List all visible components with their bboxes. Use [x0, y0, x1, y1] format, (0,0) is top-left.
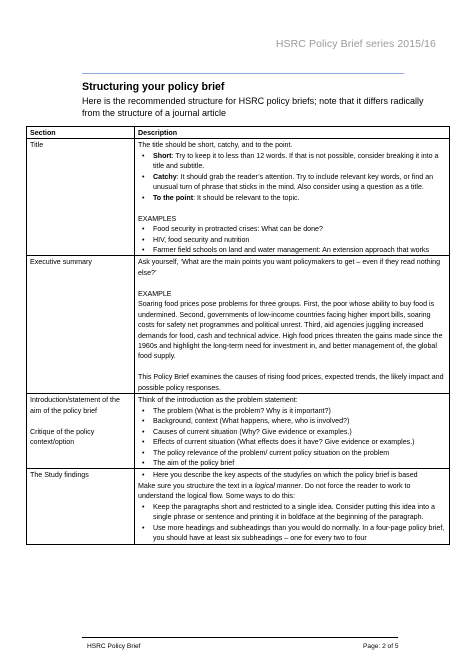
section-cell-executive-summary: Executive summary — [27, 256, 135, 394]
exec-question: Ask yourself, ‘What are the main points you want policymakers to get – even if they read nothing else?’ — [138, 258, 441, 277]
column-header-description: Description — [135, 127, 450, 139]
list-item: • Catchy: It should grab the reader’s attention. Try to include relevant key words, or find an unusual turn of phrase that sticks in the mind. Also consider using a question as a title. — [138, 172, 446, 193]
table-row-executive-summary — [27, 256, 450, 394]
footer-title: HSRC Policy Brief — [87, 643, 141, 650]
page-title: Structuring your policy brief — [82, 81, 225, 93]
description-cell-title — [135, 139, 450, 256]
logical-manner-sentence: Make sure you structure the text in a logical manner. Do not force the reader to work to understand the logical flow. Some ways to do this: — [138, 481, 411, 501]
list-item: • The problem (What is the problem? Why is it important?) — [138, 406, 446, 416]
title-examples-list — [138, 224, 446, 255]
section-cell-introduction — [27, 394, 135, 469]
title-criteria-list — [138, 151, 446, 203]
list-item: • Short: Try to keep it to less than 12 words. If that is not possible, consider breaking it into a title and subtitle. — [138, 151, 446, 172]
list-item: • Causes of current situation (Why? Give evidence or examples.) — [138, 427, 446, 437]
problem-statement-list — [138, 406, 446, 469]
description-cell-study-findings — [135, 469, 450, 544]
section-label-introduction: Introduction/statement of the aim of the policy brief — [30, 396, 120, 415]
page-number: Page: 2 of 5 — [363, 643, 399, 650]
intro-lead: Think of the introduction as the problem statement: — [138, 396, 298, 405]
list-item: • The policy relevance of the problem/ current policy situation on the problem — [138, 448, 446, 458]
list-item: • Effects of current situation (What effects does it have? Give evidence or examples.) — [138, 437, 446, 447]
header-rule — [82, 73, 404, 74]
section-label-critique: Critique of the policy context/option — [30, 427, 95, 447]
list-item: • Farmer field schools on land and water management: An extension approach that works — [138, 245, 446, 255]
section-cell-title: Title — [27, 139, 135, 256]
footer-rule — [82, 637, 398, 638]
list-item: • Keep the paragraphs short and restricted to a single idea. Consider putting this idea into a single phrase or sentence and printing it in boldface at the beginning of the paragraph. — [138, 502, 446, 523]
table-header-row — [27, 127, 450, 139]
table-row-title — [27, 139, 450, 256]
table-row-introduction — [27, 394, 450, 469]
list-item: • Use more headings and subheadings than you would do normally. In a four-page policy brief, you should have at least six subheadings – one for every two to four — [138, 523, 446, 544]
list-item: • To the point: It should be relevant to the topic. — [138, 193, 446, 203]
description-cell-executive-summary — [135, 256, 450, 394]
column-header-section: Section — [27, 127, 135, 139]
list-item: • Background, context (What happens, where, who is involved?) — [138, 416, 446, 426]
structure-table — [26, 126, 450, 545]
exec-closing: This Policy Brief examines the causes of rising food prices, expected trends, the likely impact and possible policy responses. — [138, 373, 444, 392]
list-item: • The aim of the policy brief — [138, 458, 446, 468]
header-series-label: HSRC Policy Brief series 2015/16 — [275, 38, 436, 50]
section-cell-study-findings: The Study findings — [27, 469, 135, 544]
study-intro-list — [138, 470, 446, 480]
list-item: • HIV, food security and nutrition — [138, 235, 446, 245]
list-item: • Food security in protracted crises: What can be done? — [138, 224, 446, 234]
table-row-study-findings — [27, 469, 450, 544]
examples-label: EXAMPLES — [138, 214, 177, 223]
exec-example: Soaring food prices pose problems for three groups. First, the poor whose ability to buy food is undermined. Second, governments of low-income countries facing higher import bills, soaring costs for safety net programmes and political unrest. Third, aid agencies juggling increased demands for food, cash and technical advice. High food prices threaten the gains made since the 1960s and highlight the long-term need for investment in, and better management of, the global food supply. — [138, 300, 443, 361]
title-description: The title should be short, catchy, and to the point. — [138, 141, 293, 150]
study-tips-list — [138, 502, 446, 544]
example-label: EXAMPLE — [138, 289, 172, 298]
intro-paragraph: Here is the recommended structure for HSRC policy briefs; note that it differs radically from the structure of a journal article — [82, 96, 424, 119]
description-cell-introduction — [135, 394, 450, 469]
list-item: • Here you describe the key aspects of the study/ies on which the policy brief is based — [138, 470, 446, 480]
